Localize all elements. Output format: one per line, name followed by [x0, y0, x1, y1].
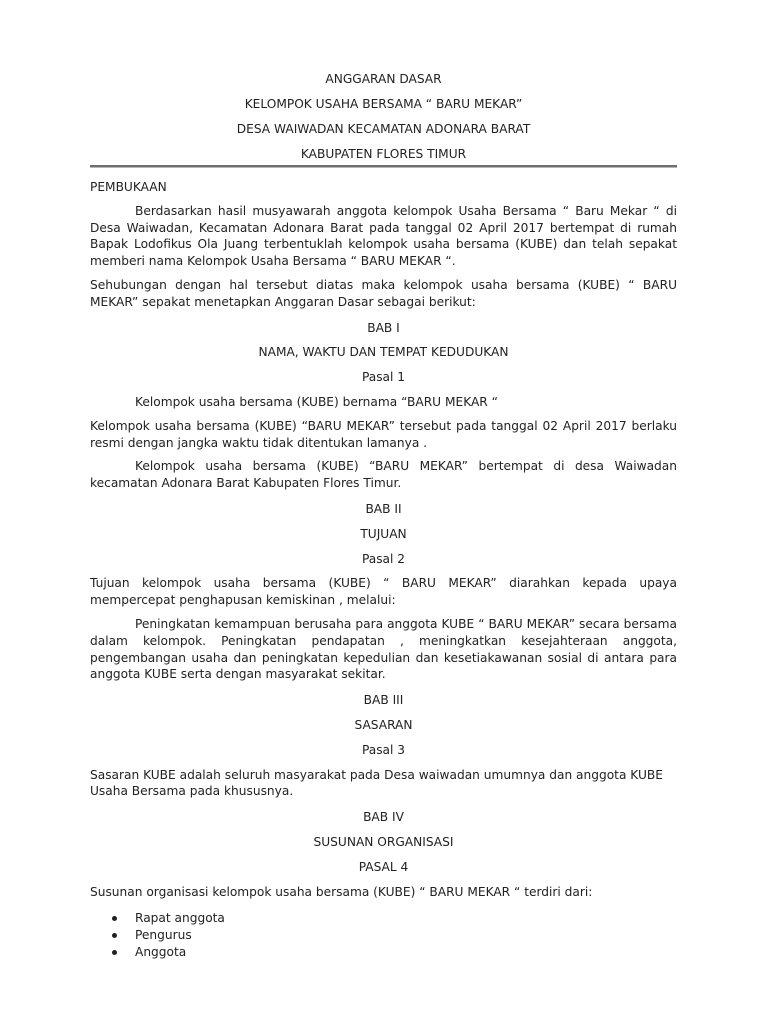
document-subtitle-regency: KABUPATEN FLORES TIMUR: [300, 147, 467, 161]
opening-paragraph-2: Sehubungan dengan hal tersebut diatas maka kelompok usaha bersama (KUBE) “ BARU MEKAR” sepakat menetapkan Anggaran Dasar sebagai berikut:: [90, 277, 677, 309]
bab-2-heading: BAB II: [365, 501, 402, 516]
list-item-label: Anggota: [135, 945, 187, 960]
pasal-3-paragraph: Sasaran KUBE adalah seluruh masyarakat pada Desa waiwadan umumnya dan anggota KUBE Usaha Bersama pada khususnya.: [90, 767, 663, 799]
document-body: [90, 71, 677, 961]
list-item-label: Pengurus: [135, 928, 192, 943]
pasal-2-heading: Pasal 2: [361, 551, 406, 566]
bab-4-title: SUSUNAN ORGANISASI: [313, 834, 454, 849]
bab-4-heading: BAB IV: [363, 810, 404, 825]
bab-2-title: TUJUAN: [360, 526, 407, 541]
list-item: [90, 927, 677, 944]
pasal-1-heading: Pasal 1: [361, 370, 406, 385]
list-item-label: Rapat anggota: [135, 911, 225, 926]
organization-list: [90, 910, 677, 961]
pasal-1-paragraph-3: Kelompok usaha bersama (KUBE) “BARU MEKAR” bertempat di desa Waiwadan kecamatan Adonara Barat Kabupaten Flores Timur.: [90, 459, 677, 491]
pasal-3-heading: Pasal 3: [361, 742, 406, 757]
bab-3-title: SASARAN: [354, 717, 413, 732]
opening-label: PEMBUKAAN: [90, 180, 167, 194]
document-subtitle-group: KELOMPOK USAHA BERSAMA “ BARU MEKAR”: [244, 97, 523, 111]
bab-1-heading: BAB I: [367, 320, 400, 335]
bab-1-title: NAMA, WAKTU DAN TEMPAT KEDUDUKAN: [258, 345, 509, 360]
list-item: [90, 910, 677, 927]
pasal-4-heading: PASAL 4: [358, 859, 409, 874]
pasal-1-paragraph-2: Kelompok usaha bersama (KUBE) “BARU MEKAR” tersebut pada tanggal 02 April 2017 berlaku resmi dengan jangka waktu tidak ditentukan lamanya .: [90, 418, 677, 450]
bullet-icon: [112, 916, 117, 921]
pasal-2-paragraph-1: Tujuan kelompok usaha bersama (KUBE) “ BARU MEKAR” diarahkan kepada upaya mempercepat penghapusan kemiskinan , melalui:: [90, 576, 677, 608]
bab-3-heading: BAB III: [363, 693, 404, 708]
document-subtitle-village: DESA WAIWADAN KECAMATAN ADONARA BARAT: [236, 122, 531, 136]
pasal-4-paragraph: Susunan organisasi kelompok usaha bersama (KUBE) “ BARU MEKAR “ terdiri dari:: [90, 884, 593, 899]
opening-paragraph: Berdasarkan hasil musyawarah anggota kelompok Usaha Bersama “ Baru Mekar “ di Desa Waiwadan, Kecamatan Adonara Barat pada tanggal 02 April 2017 bertempat di rumah Bapak Lodofikus Ola Juang terbentuklah kelompok usaha bersama (KUBE) dan telah sepakat memberi nama Kelompok Usaha Bersama “ BARU MEKAR “.: [90, 203, 677, 269]
header-divider: [90, 165, 677, 168]
document-title: ANGGARAN DASAR: [325, 72, 442, 86]
list-item: [90, 944, 677, 961]
pasal-2-paragraph-2: Peningkatan kemampuan berusaha para anggota KUBE “ BARU MEKAR” secara bersama dalam kelompok. Peningkatan pendapatan , meningkatkan kesejahteraan anggota, pengembangan usaha dan peningkatan kepedulian dan kesetiakawanan sosial di antara para anggota KUBE serta dengan masyarakat sekitar.: [90, 616, 677, 682]
bullet-icon: [112, 950, 117, 955]
pasal-1-paragraph-1: Kelompok usaha bersama (KUBE) bernama “BARU MEKAR “: [135, 394, 498, 409]
bullet-icon: [112, 933, 117, 938]
